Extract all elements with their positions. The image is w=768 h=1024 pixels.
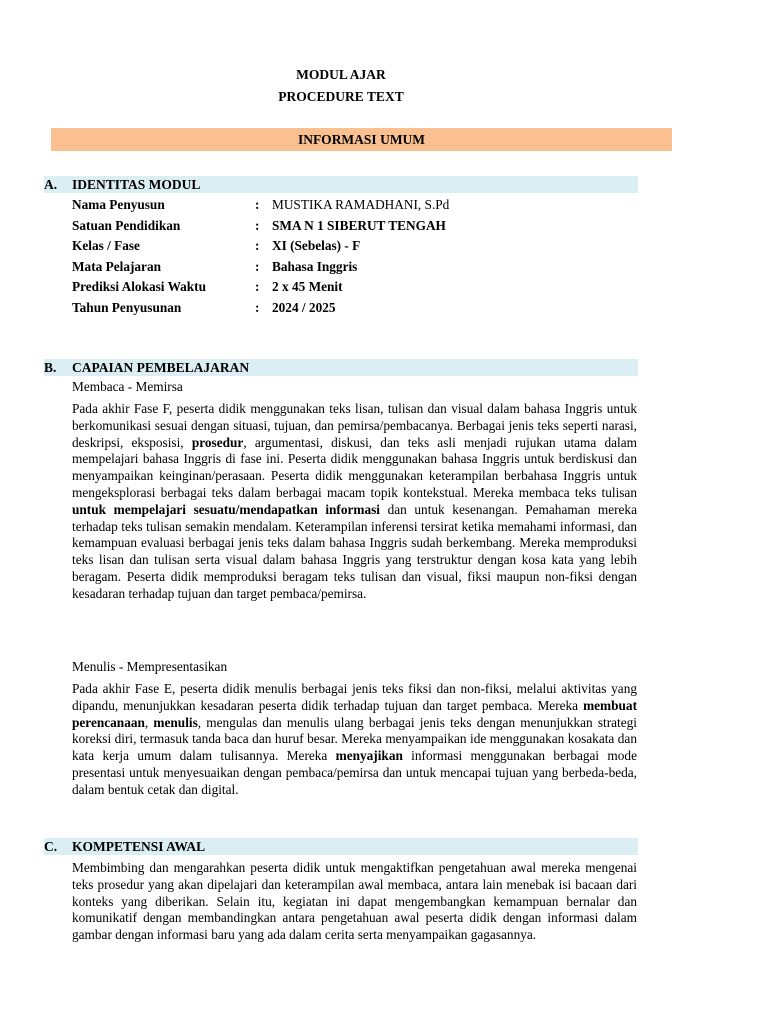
identity-label: Prediksi Alokasi Waktu — [72, 279, 207, 294]
text-run: , — [144, 714, 154, 730]
identity-row-school — [72, 216, 632, 237]
identity-colon: : — [255, 258, 260, 274]
identity-value: XI (Sebelas) - F — [272, 238, 361, 253]
section-b-title: CAPAIAN PEMBELAJARAN — [72, 360, 250, 375]
bold-run: menulis — [153, 714, 198, 730]
text-run: , mengulas dan menulis ulang berbagai jenis teks dengan menunjukkan strategi koreksi diri, termasuk tanda baca dan huruf besar. Mereka menyampaikan ide menggunakan kosakata dan kata kerja umum dalam tulisannya. Mereka — [72, 714, 637, 764]
text-run: informasi menggunakan berbagai mode presentasi untuk menyesuaikan dengan pembaca/pemirsa dan untuk mencapai tujuan yang berbeda-beda, dalam bentuk cetak dan digital. — [72, 748, 637, 797]
section-b-number: B. — [44, 360, 57, 375]
bold-run: membuat perencanaan — [72, 697, 637, 730]
identity-value: SMA N 1 SIBERUT TENGAH — [272, 217, 446, 233]
identity-value: 2024 / 2025 — [272, 299, 336, 315]
general-info-banner: INFORMASI UMUM — [51, 128, 672, 151]
identity-colon: : — [255, 217, 260, 233]
text-run: Pada akhir Fase F, peserta didik menggunakan teks lisan, tulisan dan visual dalam bahasa Inggris untuk berkomunikasi sesuai dengan situasi, tujuan, dan pemirsa/pembacanya. Berbagai jenis teks seperti narasi, deskripsi, eksposisi, — [72, 401, 637, 450]
section-a-heading — [44, 176, 638, 193]
writing-paragraph — [72, 681, 637, 799]
module-title: MODUL AJAR — [296, 67, 386, 82]
identity-label: Kelas / Fase — [72, 238, 140, 253]
section-c-number: C. — [44, 839, 58, 854]
identity-row-year — [72, 298, 632, 319]
identity-label: Mata Pelajaran — [72, 258, 161, 274]
identity-row-time — [72, 277, 632, 298]
text-run: dan untuk kesenangan. Pemahaman mereka terhadap teks tulisan semakin mendalam. Keterampilan inferensi tersirat ketika memahami informasi, dan kemampuan evaluasi berbagai jenis teks dalam bahasa Inggris sudah berkembang. Mereka memproduksi teks lisan dan tulisan serta visual dalam bahasa Inggris yang terstruktur dengan kosa kata yang lebih beragam. Peserta didik memproduksi beragam teks tulisan dan visual, fiksi maupun non-fiksi dengan kesadaran terhadap tujuan dan target pembaca/pemirsa. — [72, 501, 637, 601]
section-b-heading — [44, 359, 638, 376]
identity-value: MUSTIKA RAMADHANI, S.Pd — [272, 197, 450, 212]
identity-row-author — [72, 195, 632, 216]
identity-colon: : — [255, 238, 260, 253]
identity-value: 2 x 45 Menit — [272, 279, 343, 294]
module-subtitle: PROCEDURE TEXT — [278, 89, 404, 104]
identity-value: Bahasa Inggris — [272, 258, 358, 274]
section-a-number: A. — [44, 177, 58, 192]
initial-competence-paragraph: Membimbing dan mengarahkan peserta didik untuk mengaktifkan pengetahuan awal mereka mengenai teks prosedur yang akan dipelajari dan keterampilan awal membaca, antara lain menebak isi bacaan dari konteks yang diberikan. Selain itu, kegiatan ini dapat mengembangkan kemampuan bernalar dan komunikatif dengan membandingkan antara pengetahuan awal peserta didik dengan informasi dalam gambar dengan informasi baru yang ada dalam cerita serta menyampaikan gagasannya. — [72, 860, 637, 943]
identity-colon: : — [255, 279, 260, 294]
section-a-title: IDENTITAS MODUL — [72, 177, 201, 192]
bold-run: prosedur — [191, 434, 244, 450]
bold-run: menyajikan — [335, 748, 403, 764]
text-run: Pada akhir Fase E, peserta didik menulis berbagai jenis teks fiksi dan non-fiksi, melalui aktivitas yang dipandu, menunjukkan kesadaran peserta didik terhadap tujuan dan target pembaca. Mereka — [72, 681, 637, 713]
identity-row-class — [72, 236, 632, 257]
text-run: , argumentasi, diskusi, dan teks asli menjadi rujukan utama dalam mempelajari bahasa Inggris di fase ini. Peserta didik menggunakan bahasa Inggris untuk berdiskusi dan menyampaikan keinginan/perasaan. Peserta didik menggunakan keterampilan berbahasa Inggris untuk mengeksplorasi berbagai teks dalam berbagai macam topik kontekstual. Mereka membaca teks tulisan — [72, 434, 637, 500]
identity-label: Nama Penyusun — [72, 197, 165, 212]
identity-label: Tahun Penyusunan — [72, 299, 182, 315]
writing-subtitle: Menulis - Mempresentasikan — [72, 659, 228, 674]
identity-label: Satuan Pendidikan — [72, 217, 181, 233]
reading-subtitle: Membaca - Memirsa — [72, 379, 183, 394]
section-c-title: KOMPETENSI AWAL — [72, 839, 206, 854]
identity-colon: : — [255, 197, 260, 212]
identity-colon: : — [255, 299, 260, 315]
identity-row-subject — [72, 257, 632, 278]
identity-table — [72, 195, 632, 318]
section-c-heading — [44, 838, 638, 855]
reading-paragraph — [72, 401, 637, 603]
bold-run: untuk mempelajari sesuatu/mendapatkan informasi — [72, 501, 380, 517]
